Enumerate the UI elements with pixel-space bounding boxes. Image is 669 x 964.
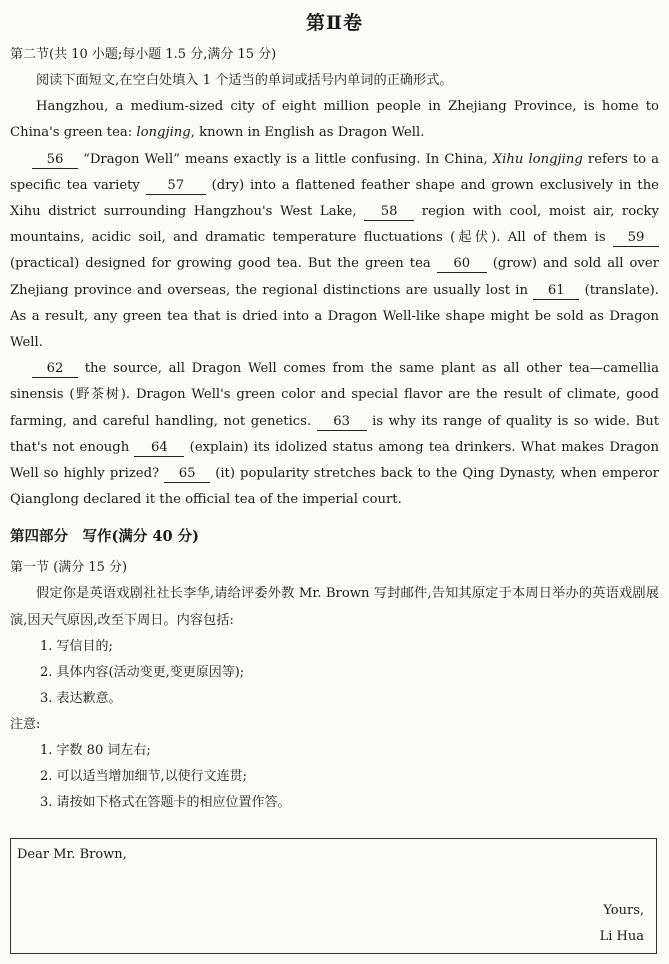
text: “Dragon Well” means exactly is a little confusing. In China,	[78, 151, 493, 167]
passage-paragraph-2	[10, 147, 659, 357]
text: is why its range of quality is so wide. But that's not enough	[10, 413, 660, 455]
blank-62[interactable]: 62	[32, 361, 78, 378]
part4-section1-heading: 第一节 (满分 15 分)	[10, 560, 128, 576]
text: region with cool, moist air, rocky mountains, acidic soil, and dramatic temperature fluctuations (起伏). All of them is	[10, 204, 659, 246]
text: the source, all Dragon Well comes from the same plant as all other tea—camellia sinensis (野茶树). Dragon Well's green color and special flavor are the result of climate, good farming, and careful handling, not genetics.	[10, 361, 659, 429]
exam-page	[10, 0, 660, 944]
blank-60[interactable]: 60	[437, 256, 487, 273]
blank-58[interactable]: 58	[364, 204, 414, 221]
content-item: 3. 表达歉意。	[40, 690, 122, 706]
note-item: 1. 字数 80 词左右;	[40, 742, 151, 758]
part4-heading: 第四部分 写作(满分 40 分)	[10, 528, 199, 546]
section2-heading: 第二节(共 10 小题;每小题 1.5 分,满分 15 分)	[10, 47, 277, 62]
letter-closing: Yours,	[603, 903, 644, 918]
text: refers to a specific tea variety	[10, 151, 660, 193]
letter-salutation: Dear Mr. Brown,	[17, 847, 127, 862]
text: (translate). As a result, any green tea that is dried into a Dragon Well-like shape might be sold as Dragon Well.	[10, 282, 659, 351]
blank-65[interactable]: 65	[164, 466, 210, 483]
text: (it) popularity stretches back to the Qing Dynasty, when emperor Qianglong declared it the official tea of the imperial court.	[10, 466, 659, 508]
blank-63[interactable]: 63	[317, 414, 367, 431]
text: (grow) and sold all over Zhejiang province and overseas, the regional distinctions are usually lost in	[10, 256, 659, 298]
text: (dry) into a flattened feather shape and grown exclusively in the Xihu district surrounding Hangzhou's West Lake,	[10, 177, 659, 220]
section2-instruction: 阅读下面短文,在空白处填入 1 个适当的单词或括号内单词的正确形式。	[36, 73, 453, 88]
note-heading: 注意:	[10, 716, 41, 732]
blank-61[interactable]: 61	[533, 283, 579, 300]
text: (explain) its idolized status among tea drinkers. What makes Dragon Well so highly prized?	[10, 439, 659, 482]
writing-prompt: 假定你是英语戏剧社社长李华,请给评委外教 Mr. Brown 写封邮件,告知其原定于本周日举办的英语戏剧展演,因天气原因,改至下周日。内容包括:	[10, 586, 659, 628]
blank-57[interactable]: 57	[146, 178, 206, 195]
note-item: 2. 可以适当增加细节,以使行文连贯;	[40, 768, 248, 784]
blank-56[interactable]: 56	[32, 152, 78, 169]
text: Hangzhou, a medium-sized city of eight million people in Zhejiang Province, is home to China's green tea:	[10, 99, 659, 141]
italic-term: Xihu longjing	[492, 151, 583, 167]
content-item: 2. 具体内容(活动变更,变更原因等);	[40, 664, 245, 680]
passage-paragraph-3	[10, 356, 659, 513]
italic-term: longjing	[136, 125, 191, 141]
content-item: 1. 写信目的;	[40, 638, 113, 654]
letter-answer-box[interactable]	[10, 838, 657, 954]
note-item: 3. 请按如下格式在答题卡的相应位置作答。	[40, 794, 291, 810]
blank-64[interactable]: 64	[134, 440, 184, 457]
text: , known in English as Dragon Well.	[190, 125, 425, 141]
text: (practical) designed for growing good tea. But the green tea	[10, 256, 437, 272]
passage-paragraph-1	[10, 94, 659, 146]
page-title: 第Ⅱ卷	[305, 12, 363, 34]
blank-59[interactable]: 59	[613, 230, 659, 247]
letter-signature: Li Hua	[599, 929, 644, 944]
